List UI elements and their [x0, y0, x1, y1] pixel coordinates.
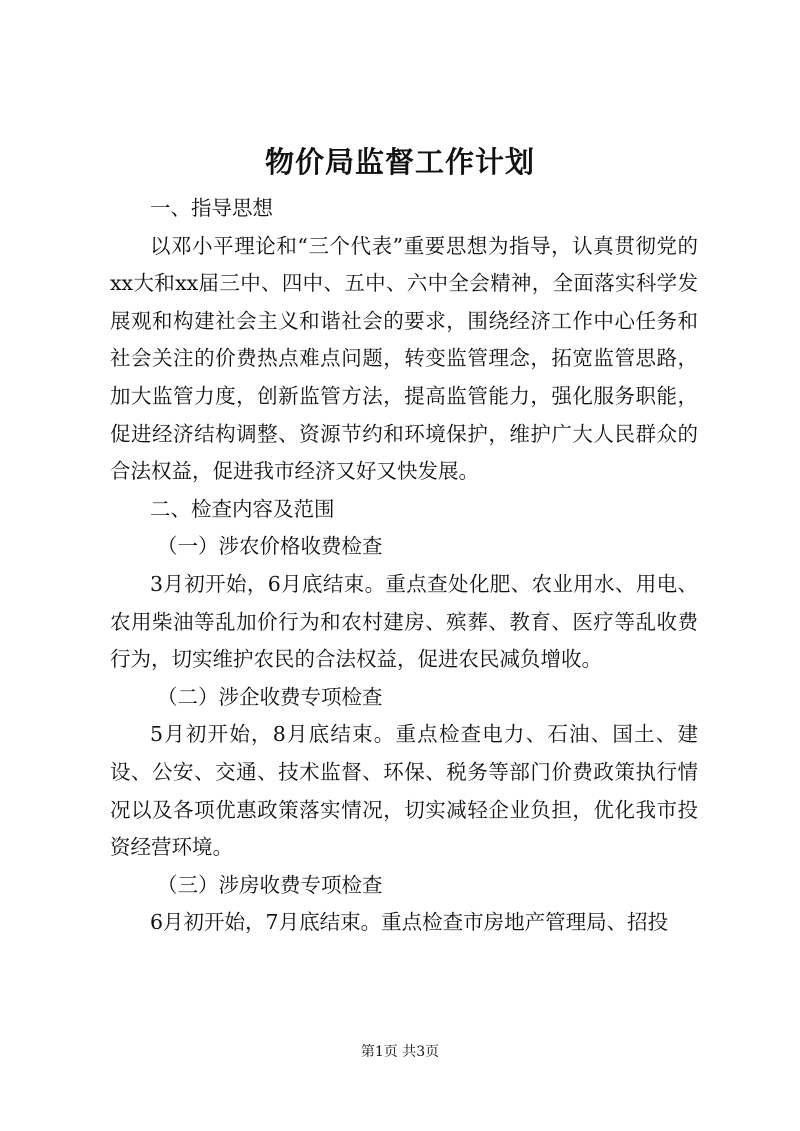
paragraph-guiding-ideology: 以邓小平理论和“三个代表”重要思想为指导，认真贯彻党的xx大和xx届三中、四中、五中、六中全会精神，全面落实科学发展观和构建社会主义和谐社会的要求，围绕经济工作中心任务和社会关注的价费热点难点问题，转变监管理念，拓宽监管思路，加大监管力度，创新监管方法，提高监管能力，强化服务职能，促进经济结构调整、资源节约和环境保护，维护广大人民群众的合法权益，促进我市经济又好又快发展。 [110, 233, 698, 484]
subsection-heading-agriculture: （一）涉农价格收费检查 [157, 534, 383, 559]
subsection-heading-enterprise: （二）涉企收费专项检查 [157, 684, 383, 709]
paragraph-agriculture: 3月初开始，6月底结束。重点查处化肥、农业用水、用电、农用柴油等乱加价行为和农村建房、殡葬、教育、医疗等乱收费行为，切实维护农民的合法权益，促进农民减负增收。 [110, 571, 698, 672]
paragraph-housing: 6月初开始，7月底结束。重点检查市房地产管理局、招投 [150, 910, 669, 935]
section-heading-guiding-ideology: 一、指导思想 [150, 196, 273, 220]
page-footer: 第1页 共3页 [360, 1044, 440, 1060]
paragraph-enterprise: 5月初开始，8月底结束。重点检查电力、石油、国土、建设、公安、交通、技术监督、环保、税务等部门价费政策执行情况以及各项优惠政策落实情况，切实减轻企业负担，优化我市投资经营环境。 [110, 722, 698, 860]
subsection-heading-housing: （三）涉房收费专项检查 [157, 872, 383, 897]
section-heading-inspection-scope: 二、检查内容及范围 [150, 496, 335, 521]
document-title: 物价局监督工作计划 [264, 145, 535, 179]
document-body [110, 190, 698, 942]
